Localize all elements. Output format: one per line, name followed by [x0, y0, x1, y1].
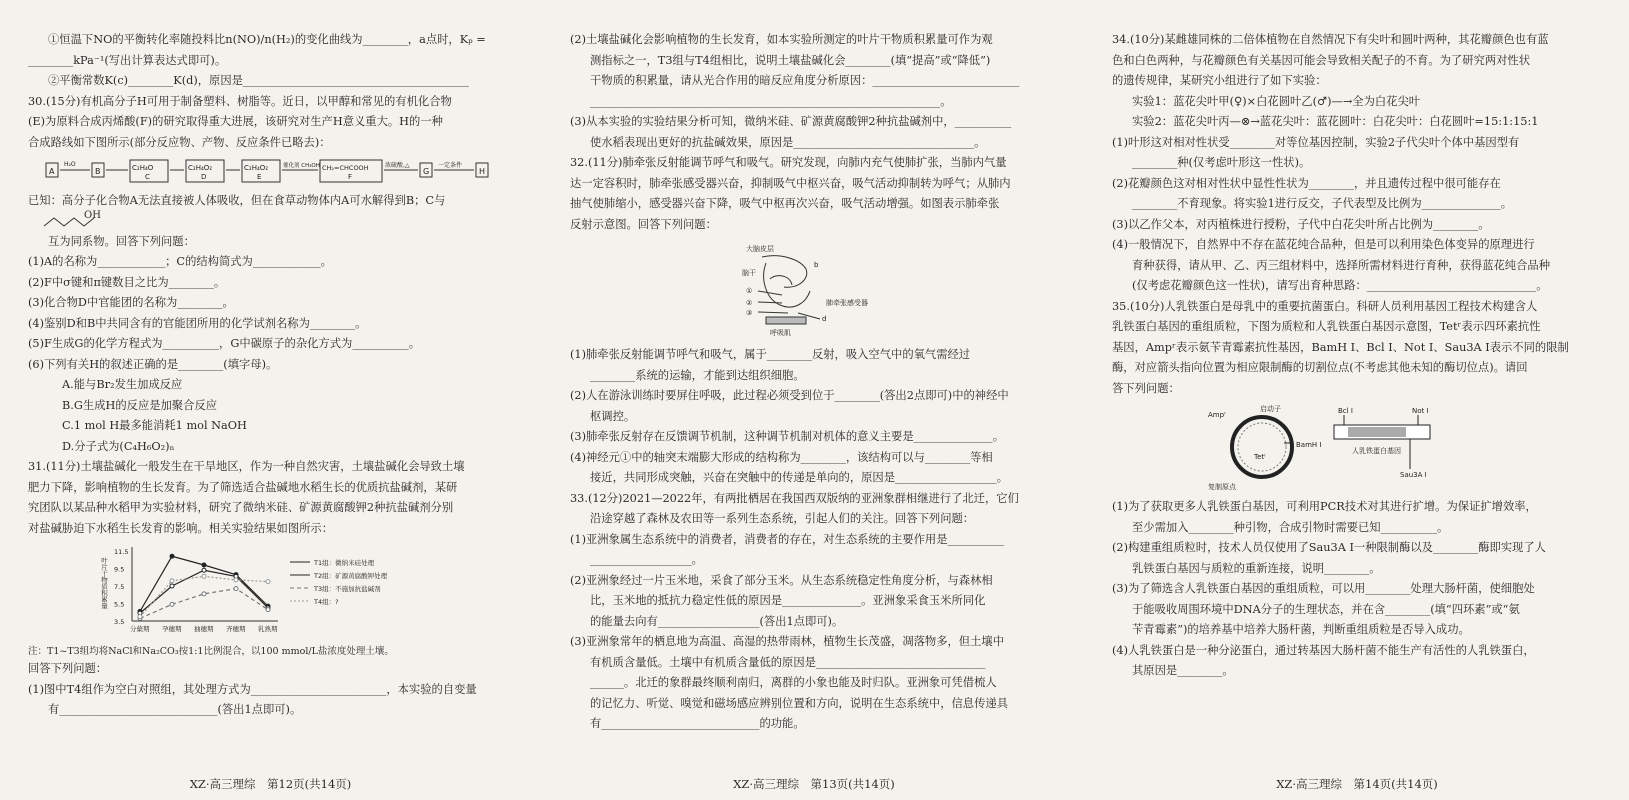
scheme-h: H — [479, 167, 486, 176]
q34-sub: ________种(仅考虑叶形这一性状)。 — [1132, 156, 1311, 169]
x-tick-label: 分蘖期 — [130, 625, 150, 633]
q33-sub: __________________。 — [590, 553, 703, 566]
nerve-path-icon — [762, 256, 807, 288]
data-point — [234, 578, 238, 582]
scheme-f: CH₂=CHCOOH — [322, 164, 369, 172]
data-point — [170, 579, 174, 583]
scheme-c-label: C — [145, 173, 150, 181]
oh-structure — [28, 209, 513, 232]
q35-sub: (3)为了筛选含人乳铁蛋白基因的重组质粒，可以用________处理大肠杆菌，使细胞处 — [1112, 582, 1535, 595]
scheme-a-cond: H₂O — [64, 161, 76, 168]
q33-stem: 沿途穿越了森林及农田等一系列生态系统，引起人们的关注。回答下列问题： — [590, 512, 975, 525]
q32-sub: (1)肺牵张反射能调节呼气和吸气，属于________反射，吸入空气中的氧气需经过 — [570, 348, 971, 361]
reflex-diagram — [570, 239, 1058, 341]
data-point — [202, 574, 206, 578]
synthesis-scheme — [28, 157, 513, 187]
fig32-top: 大脑皮层 — [746, 245, 774, 253]
scheme-d: C₂H₄O₂ — [188, 164, 213, 172]
fig32-bottom: 呼吸肌 — [770, 329, 791, 337]
data-point — [170, 602, 174, 606]
muscle-icon — [766, 317, 806, 324]
option-a: A.能与Br₂发生加成反应 — [62, 378, 183, 391]
page-footer: XZ·高三理综 第13页(共14页) — [733, 777, 895, 791]
q29-line: ②平衡常数K(c)________K(d)，原因是________________________________________ — [48, 74, 469, 87]
q30-known: 互为同系物。回答下列问题： — [48, 234, 195, 248]
q33-sub: (1)亚洲象属生态系统中的消费者，消费者的存在，对生态系统的主要作用是__________ — [570, 532, 1004, 546]
q33-sub: ______。北迁的象群最终顺利南归，离群的小象也能及时归队。亚洲象可凭借梳人 — [590, 676, 997, 689]
bamh-label: BamH Ⅰ — [1296, 441, 1322, 449]
growth-chart-svg — [28, 543, 513, 641]
fig32-left: 脑干 — [742, 269, 756, 277]
page-footer: XZ·高三理综 第12页(共14页) — [189, 777, 352, 791]
q32-sub: ________系统的运输，才能到达组织细胞。 — [590, 368, 805, 382]
q34-stem: 的遗传规律，某研究小组进行了如下实验： — [1112, 74, 1327, 87]
q33-sub: 有____________________________的功能。 — [590, 717, 805, 730]
y-tick-label: 7.5 — [114, 583, 125, 591]
q34-sub: (4)一般情况下，自然界中不存在蓝花纯合品种，但是可以利用染色体变异的原理进行 — [1112, 238, 1535, 251]
page-12 — [28, 30, 513, 770]
q35-sub: 乳铁蛋白基因与质粒的重新连接，说明________。 — [1132, 561, 1381, 575]
q33-sub: (3)亚洲象常年的栖息地为高温、高湿的热带雨林，植物生长茂盛，凋落物多，但土壤中 — [570, 635, 1004, 648]
q30-sub: (1)A的名称为____________；C的结构简式为____________。 — [28, 255, 332, 268]
data-point — [138, 615, 142, 619]
q35-sub: 至少需加入________种引物，合成引物时需要已知__________。 — [1132, 520, 1449, 534]
q33-sub: 的能量去向有__________________(答出1点即可)。 — [590, 614, 844, 628]
synthesis-scheme-svg — [28, 157, 513, 187]
not-label: Not Ⅰ — [1412, 407, 1429, 415]
q29-line: ________kPa⁻¹(写出计算表达式即可)。 — [28, 53, 227, 67]
q29-line: ①恒温下NO的平衡转化率随投料比n(NO)/n(H₂)的变化曲线为________，a点时，Kₚ = — [48, 33, 486, 46]
reflex-diagram-svg — [570, 239, 1058, 341]
page-footer: XZ·高三理综 第14页(共14页) — [1276, 777, 1438, 791]
neuron-1-icon — [758, 291, 782, 295]
data-point — [266, 608, 270, 612]
option-b: B.G生成H的反应是加聚合反应 — [62, 398, 218, 412]
q32-stem: 达一定容积时，肺牵张感受器兴奋，抑制吸气中枢兴奋，吸气活动抑制转为呼气；从肺内 — [570, 176, 1011, 190]
data-point — [202, 563, 206, 567]
data-point — [202, 568, 206, 572]
q35-sub: 于能吸收周围环境中DNA分子的生理状态，并在含________(填“四环素”或“氨 — [1132, 602, 1520, 616]
q35-sub: (2)构建重组质粒时，技术人员仅使用了Sau3A Ⅰ一种限制酶以及________酶即实现了人 — [1112, 541, 1546, 554]
q30-stem: 30.(15分)有机高分子H可用于制备塑料、树脂等。近日，以甲醇和常见的有机化合物 — [28, 94, 452, 108]
q31-sub: 干物质的积累量，请从光合作用的暗反应角度分析原因：__________________________ — [590, 74, 1020, 87]
q30-sub: (2)F中σ键和π键数目之比为________。 — [28, 275, 226, 289]
scheme-a: A — [49, 167, 55, 176]
legend-label: T2组：矿源黄腐酸钾处理 — [314, 572, 388, 580]
option-d: D.分子式为(C₄H₆O₂)ₙ — [62, 439, 175, 453]
plasmid-figure-svg — [1112, 403, 1602, 493]
gene-hatch-icon — [1348, 427, 1406, 437]
tet-label: Tetʳ — [1254, 453, 1266, 461]
q33-sub: 比，玉米地的抵抗力稳定性低的原因是______________。亚洲象采食玉米所同化 — [590, 594, 986, 607]
fig32-r: b — [814, 261, 819, 269]
legend-label: T3组：不施加抗盐碱剂 — [314, 585, 381, 593]
q33-sub: 有机质含量低。土壤中有机质含量低的原因是______________________________ — [590, 655, 986, 669]
q34-sub: (2)花瓣颜色这对相对性状中显性性状为________，并且遗传过程中很可能存在 — [1112, 176, 1501, 190]
q32-stem: 抽气使肺缩小，感受器兴奋下降，吸气中枢再次兴奋，吸气活动增强。如图表示肺牵张 — [570, 197, 1000, 210]
scheme-f-label: F — [348, 173, 353, 181]
page-13 — [570, 30, 1058, 770]
q30-sub: (4)鉴别D和B中共同含有的官能团所用的化学试剂名称为________。 — [28, 316, 367, 330]
q31-sub: 使水稻表现出更好的抗盐碱效果，原因是________________________________。 — [590, 135, 986, 149]
q34-sub: (仅考虑花瓣颜色这一性状)，请写出育种思路：______________________________。 — [1132, 279, 1548, 292]
q35-stem: 35.(10分)人乳铁蛋白是母乳中的重要抗菌蛋白。科研人员利用基因工程技术构建含人 — [1112, 299, 1538, 313]
q31-sub: ______________________________________________________________。 — [590, 94, 952, 108]
nerve-fiber-icon — [770, 276, 792, 285]
zigzag-structure-icon — [42, 212, 112, 232]
q31-stem: 对盐碱胁迫下水稻生长发育的影响。相关实验结果如图所示： — [28, 521, 334, 535]
x-tick-label: 孕穗期 — [162, 625, 182, 633]
y-tick-label: 11.5 — [114, 548, 129, 556]
fig32-m1: ① — [746, 287, 753, 295]
q31-sub: (2)土壤盐碱化会影响植物的生长发育，如本实验所测定的叶片干物质积累量可作为观 — [570, 33, 993, 46]
q30-sub: (6)下列有关H的叙述正确的是________(填字母)。 — [28, 357, 278, 371]
q31-stem: 究团队以某品种水稻甲为实验材料，研究了微纳米硅、矿源黄腐酸钾2种抗盐碱剂分别 — [28, 501, 454, 514]
x-tick-label: 抽穗期 — [194, 625, 214, 633]
page-14 — [1112, 30, 1602, 770]
q31-stem: 肥力下降，影响植物的生长发育。为了筛选适合盐碱地水稻生长的优质抗盐碱剂，某研 — [28, 480, 458, 494]
q31-sub: 有____________________________(答出1点即可)。 — [48, 703, 302, 716]
q34-sub: (1)叶形这对相对性状受________对等位基因控制，实验2子代尖叶个体中基因型有 — [1112, 135, 1520, 149]
q35-stem: 答下列问题： — [1112, 381, 1180, 395]
data-point — [234, 587, 238, 591]
plasmid-ring-icon — [1232, 417, 1292, 477]
q32-sub: (4)神经元①中的轴突末端膨大形成的结构称为________，该结构可以与________等相 — [570, 450, 993, 464]
fig32-m3: ③ — [746, 309, 753, 317]
q31-sub: (1)图中T4组作为空白对照组，其处理方式为________________________，本实验的自变量 — [28, 682, 477, 696]
bcl-label: Bcl Ⅰ — [1338, 407, 1353, 415]
data-point — [266, 580, 270, 584]
chart-note: 注：T1~T3组均将NaCl和Na₂CO₃按1:1比例混合，以100 mmol/L盐浓度处理土壤。 — [28, 646, 394, 657]
scheme-g-cond: 浓硫酸,△ — [385, 162, 410, 169]
x-tick-label: 齐穗期 — [226, 625, 246, 633]
q32-sub: 枢调控。 — [590, 409, 636, 423]
amp-label: Ampʳ — [1208, 411, 1226, 419]
q30-sub: (5)F生成G的化学方程式为__________，G中碳原子的杂化方式为__________。 — [28, 337, 421, 350]
q31-ask: 回答下列问题： — [28, 662, 108, 675]
q31-stem: 31.(11分)土壤盐碱化一般发生在干旱地区，作为一种自然灾害，土壤盐碱化会导致土壤 — [28, 460, 465, 473]
y-tick-label: 5.5 — [114, 600, 125, 609]
y-tick-label: 9.5 — [114, 565, 125, 574]
q35-sub: (1)为了获取更多人乳铁蛋白基因，可利用PCR技术对其进行扩增。为保证扩增效率， — [1112, 500, 1537, 513]
data-point — [170, 584, 174, 588]
q33-sub: (2)亚洲象经过一片玉米地，采食了部分玉米。从生态系统稳定性角度分析，与森林相 — [570, 573, 993, 587]
q35-stem: 乳铁蛋白基因的重组质粒，下图为质粒和人乳铁蛋白基因示意图，Tetʳ表示四环素抗性 — [1112, 320, 1541, 333]
q34-experiment: 实验2：蓝花尖叶丙—⊗→蓝花尖叶：蓝花圆叶：白花尖叶：白花圆叶=15:1:15:1 — [1132, 115, 1539, 128]
plasmid-inner-icon — [1238, 423, 1286, 471]
legend-label: T4组：? — [314, 598, 339, 606]
scheme-e-label: E — [257, 173, 262, 181]
q34-sub: ________不育现象。将实验1进行反交，子代表型及比例为______________。 — [1132, 197, 1512, 210]
q33-stem: 33.(12分)2021—2022年，有两批栖居在我国西双版纳的亚洲象群相继进行了北迁，它们 — [570, 491, 1019, 505]
fig32-d: d — [822, 315, 827, 323]
data-point — [202, 592, 206, 596]
legend-label: T1组：微纳米硅处理 — [314, 559, 375, 567]
q35-stem: 酶，对应箭头指向位置为相应限制酶的切割位点(不考虑其他未知的酶切位点)。请回 — [1112, 361, 1528, 374]
q34-sub: 育种获得，请从甲、乙、丙三组材料中，选择所需材料进行育种，获得蓝花纯合品种 — [1132, 258, 1550, 272]
q32-stem: 反射示意图。回答下列问题： — [570, 217, 717, 231]
ori-label: 复制原点 — [1208, 483, 1236, 491]
neuron-2-icon — [758, 302, 782, 303]
q34-stem: 34.(10分)某雌雄同株的二倍体植物在自然情况下有尖叶和圆叶两种，其花瓣颜色也有蓝 — [1112, 33, 1549, 46]
scheme-c: C₂H₄O — [132, 164, 154, 172]
sau-label: Sau3A Ⅰ — [1400, 471, 1427, 479]
neuron-3-icon — [758, 312, 788, 313]
q31-sub: 测指标之一，T3组与T4组相比，说明土壤盐碱化会________(填“提高”或“降低”) — [590, 53, 991, 67]
q32-stem: 32.(11分)肺牵张反射能调节呼气和吸气。研究发现，向肺内充气使肺扩张，当肺内气量 — [570, 156, 1007, 169]
q35-sub: (4)人乳铁蛋白是一种分泌蛋白，通过转基因大肠杆菌不能生产有活性的人乳铁蛋白， — [1112, 643, 1535, 657]
gene-label: 人乳铁蛋白基因 — [1352, 447, 1401, 455]
q32-sub: (2)人在游泳训练时要屏住呼吸，此过程必须受到位于________(答出2点即可)中的神经中 — [570, 389, 1009, 402]
q30-sub: (3)化合物D中官能团的名称为________。 — [28, 296, 234, 309]
q30-stem: (E)为原料合成丙烯酸(F)的研究取得重大进展，该研究对生产H意义重大。H的一种 — [28, 115, 443, 128]
q32-sub: 接近，共同形成突触，兴奋在突触中的传递是单向的，原因是__________________。 — [590, 471, 1008, 484]
scheme-d-label: D — [201, 173, 207, 181]
scheme-h-cond: 一定条件 — [438, 162, 463, 169]
q34-sub: (3)以乙作父本，对丙植株进行授粉，子代中白花尖叶所占比例为________。 — [1112, 217, 1490, 231]
oh-label: OH — [84, 209, 101, 221]
q30-stem: 合成路线如下图所示(部分反应物、产物、反应条件已略去)： — [28, 135, 331, 149]
q32-sub: (3)肺牵张反射存在反馈调节机制，这种调节机制对机体的意义主要是______________。 — [570, 430, 1004, 443]
scheme-e-cond: 催化剂 CH₃OH — [283, 163, 320, 169]
q33-sub: 的记忆力、听觉、嗅觉和磁场感应辨别位置和方向，说明在生态系统中，信息传递具 — [590, 696, 1008, 710]
q35-sub: 其原因是________。 — [1132, 664, 1234, 677]
growth-chart — [28, 543, 513, 641]
option-c: C.1 mol H最多能消耗1 mol NaOH — [62, 419, 247, 432]
y-tick-label: 3.5 — [114, 618, 125, 626]
scheme-b: B — [95, 167, 101, 176]
q34-experiment: 实验1：蓝花尖叶甲(♀)×白花圆叶乙(♂)—→全为白花尖叶 — [1132, 94, 1421, 108]
y-axis-label: 叶片干物质积累量 — [100, 557, 108, 609]
x-tick-label: 乳熟期 — [258, 625, 278, 633]
q34-stem: 色和白色两种，与花瓣颜色有关基因可能会导致相关配子的不育。为了研究两对性状 — [1112, 53, 1530, 67]
plasmid-figure — [1112, 403, 1602, 493]
data-point — [170, 554, 174, 558]
q30-known: 已知：高分子化合物A无法直接被人体吸收，但在食草动物体内A可水解得到B；C与 — [28, 194, 446, 207]
promoter-label: 启动子 — [1260, 405, 1281, 413]
q35-stem: 基因，Ampʳ表示氨苄青霉素抗性基因，BamH Ⅰ、Bcl Ⅰ、Not Ⅰ、Sau3A Ⅰ表示不同的限制 — [1112, 340, 1569, 354]
q35-sub: 苄青霉素”)的培养基中培养大肠杆菌，判断重组质粒是否导入成功。 — [1132, 623, 1470, 636]
scheme-e: C₂H₄O₂ — [244, 164, 269, 172]
fig32-m2: ② — [746, 299, 753, 307]
lung-outline-icon — [764, 263, 810, 307]
fig32-receptor: 肺牵张感受器 — [826, 299, 868, 307]
scheme-g: G — [423, 167, 430, 176]
q31-sub: (3)从本实验的实验结果分析可知，微纳米硅、矿源黄腐酸钾2种抗盐碱剂中，__________ — [570, 115, 1012, 128]
